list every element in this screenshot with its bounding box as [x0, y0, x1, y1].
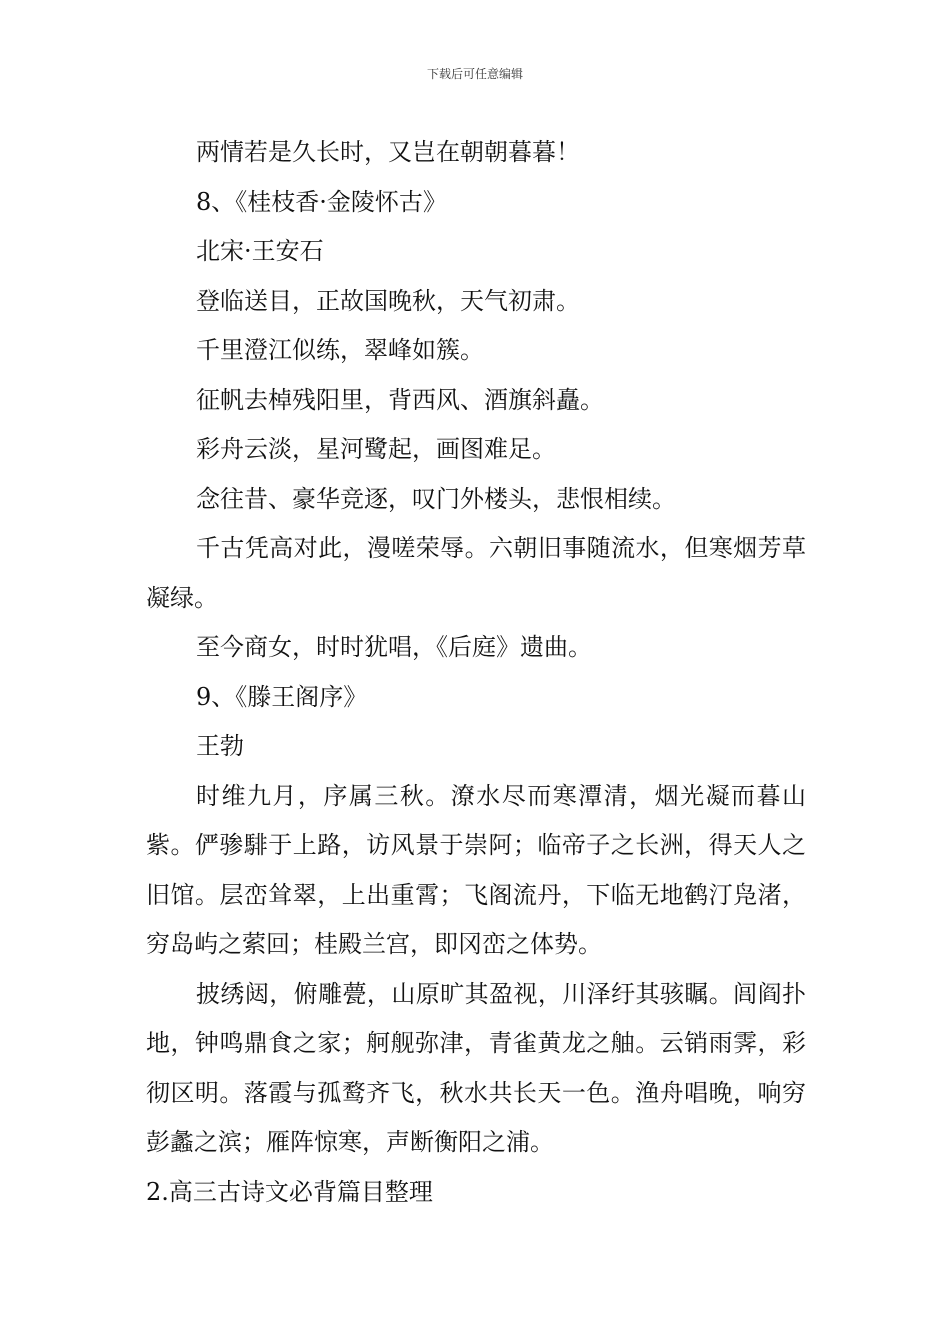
essay-author-9: 王勃 [196, 732, 244, 760]
section-heading: 2.高三古诗文必背篇目整理 [146, 1177, 433, 1206]
paragraph-poem-line: 两情若是久长时，又岂在朝朝暮暮！ [196, 138, 580, 166]
essay-paragraph: 时维九月，序属三秋。潦水尽而寒潭清，烟光凝而暮山紫。俨骖騑于上路，访风景于崇阿；临帝子之长洲，得天人之旧馆。层峦耸翠，上出重霄；飞阁流丹，下临无地鹤汀凫渚，穷岛屿之萦回；桂殿兰宫，即冈峦之体势。 [146, 781, 806, 958]
essay-title-9: 9、《滕王阁序》 [196, 682, 368, 711]
poem-line: 至今商女，时时犹唱，《后庭》遗曲。 [196, 633, 592, 661]
poem-author-8: 北宋·王安石 [196, 237, 324, 265]
poem-title-8: 8、《桂枝香·金陵怀古》 [196, 187, 447, 216]
poem-line: 千里澄江似练，翠峰如簇。 [196, 336, 484, 364]
poem-line: 千古凭高对此，漫嗟荣辱。六朝旧事随流水，但寒烟芳草凝绿。 [146, 534, 806, 612]
poem-line: 彩舟云淡，星河鹭起，画图难足。 [196, 435, 556, 463]
poem-line: 登临送目，正故国晚秋，天气初肃。 [196, 286, 580, 315]
page-header-note: 下载后可任意编辑 [426, 67, 523, 81]
poem-line: 征帆去棹残阳里，背西风、酒旗斜矗。 [196, 385, 604, 414]
document-body [146, 128, 806, 1217]
poem-line: 念往昔、豪华竞逐，叹门外楼头，悲恨相续。 [196, 484, 676, 513]
essay-paragraph: 披绣闼，俯雕甍，山原旷其盈视，川泽纡其骇瞩。闾阎扑地，钟鸣鼎食之家；舸舰弥津，青雀黄龙之舳。云销雨霁，彩彻区明。落霞与孤鹜齐飞，秋水共长天一色。渔舟唱晚，响穷彭蠡之滨；雁阵惊寒，声断衡阳之浦。 [146, 979, 806, 1156]
